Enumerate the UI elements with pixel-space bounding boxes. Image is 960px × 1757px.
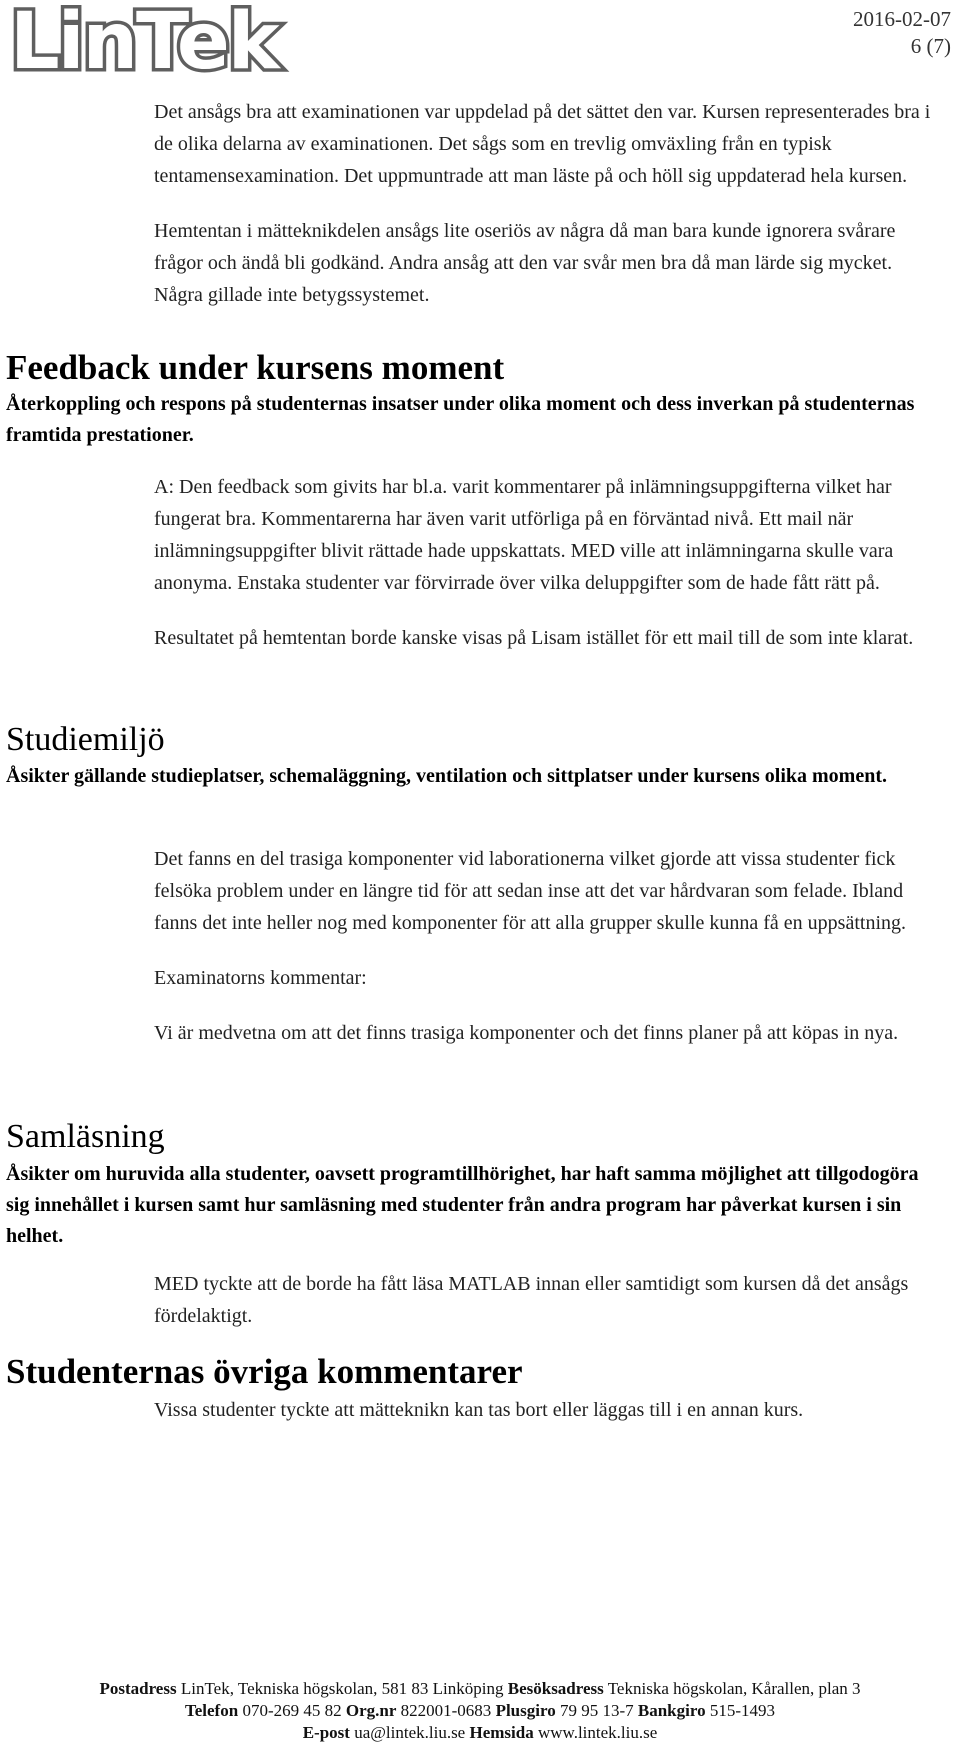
footer-line-1: [0, 1678, 960, 1700]
postadress-label: Postadress: [99, 1679, 177, 1698]
plusgiro-label: Plusgiro: [495, 1701, 556, 1720]
bankgiro-label: Bankgiro: [637, 1701, 706, 1720]
document-date: 2016-02-07: [853, 7, 951, 31]
feedback-paragraph-2: Resultatet på hemtentan borde kanske visas på Lisam istället för ett mail till de som inte klarat.: [154, 627, 914, 649]
feedback-lead: Återkoppling och respons på studenternas insatser under olika moment och dess inverkan på studenternas framtida prestationer.: [6, 393, 915, 446]
exam-comments: [154, 96, 944, 311]
studiemiljo-heading: Studiemiljö: [6, 721, 165, 758]
samlasning-heading: Samläsning: [6, 1118, 165, 1155]
studiemiljo-paragraph-1: Det fanns en del trasiga komponenter vid laborationerna vilket gjorde att vissa studenter fick felsöka problem under en längre tid för att sedan inse att det var hårdvaran som felade. Ibland fanns det inte heller nog med komponenter för att alla grupper skulle kunna få en uppsättning.: [154, 848, 907, 934]
orgnr-value: 822001-0683: [400, 1701, 492, 1720]
email-link[interactable]: ua@lintek.liu.se: [354, 1723, 466, 1742]
ovriga-comments: [154, 1394, 944, 1426]
studiemiljo-lead: Åsikter gällande studieplatser, schemaläggning, ventilation och sittplatser under kursens olika moment.: [6, 765, 887, 787]
lintek-logo: LinTek: [10, 0, 278, 87]
besoksadress-label: Besöksadress: [507, 1679, 604, 1698]
orgnr-label: Org.nr: [345, 1701, 397, 1720]
samlasning-lead: Åsikter om huruvida alla studenter, oavsett programtillhörighet, har haft samma möjlighet att tillgodogöra sig innehållet i kursen samt hur samläsning med studenter från andra program har påverkat kursen i sin helhet.: [6, 1163, 919, 1247]
samlasning-comments: [154, 1268, 944, 1332]
besoksadress-value: Tekniska högskolan, Kårallen, plan 3: [607, 1679, 861, 1698]
hemsida-label: Hemsida: [469, 1723, 534, 1742]
studiemiljo-comments: [154, 843, 944, 1049]
bankgiro-value: 515-1493: [709, 1701, 776, 1720]
footer-line-2: [0, 1700, 960, 1722]
telefon-label: Telefon: [184, 1701, 239, 1720]
samlasning-paragraph-1: MED tyckte att de borde ha fått läsa MATLAB innan eller samtidigt som kursen då det ansågs fördelaktigt.: [154, 1273, 909, 1327]
epost-label: E-post: [302, 1723, 350, 1742]
exam-paragraph-2: Hemtentan i mätteknikdelen ansågs lite oseriös av några då man bara kunde ignorera svårare frågor och ändå bli godkänd. Andra ansåg att den var svår men bra då man lärde sig mycket. Några gillade inte betygssystemet.: [154, 220, 896, 306]
plusgiro-value: 79 95 13-7: [559, 1701, 634, 1720]
examiner-comment-label: Examinatorns kommentar:: [154, 967, 367, 989]
website-link[interactable]: www.lintek.liu.se: [537, 1723, 658, 1742]
ovriga-heading: Studenternas övriga kommentarer: [6, 1352, 523, 1391]
exam-paragraph-1: Det ansågs bra att examinationen var uppdelad på det sättet den var. Kursen representerades bra i de olika delarna av examinationen. Det sågs som en trevlig omväxling från en typisk tentamensexamination. Det uppmuntrade att man läste på och höll sig uppdaterad hela kursen.: [154, 101, 931, 187]
feedback-comments: [154, 471, 944, 654]
footer-line-3: [0, 1722, 960, 1744]
ovriga-paragraph-1: Vissa studenter tyckte att mätteknikn kan tas bort eller läggas till i en annan kurs.: [154, 1399, 804, 1421]
telefon-value: 070-269 45 82: [242, 1701, 342, 1720]
page-number: 6 (7): [910, 34, 951, 58]
page-meta: [853, 6, 951, 60]
postadress-value: LinTek, Tekniska högskolan, 581 83 Linköping: [180, 1679, 504, 1698]
footer: [0, 1678, 960, 1744]
feedback-heading: Feedback under kursens moment: [6, 348, 505, 387]
examiner-comment: Vi är medvetna om att det finns trasiga komponenter och det finns planer på att köpas in nya.: [154, 1022, 899, 1044]
feedback-paragraph-1: A: Den feedback som givits har bl.a. varit kommentarer på inlämningsuppgifterna vilket har fungerat bra. Kommentarerna har även varit utförliga på en förväntad nivå. Ett mail när inlämningsuppgifter blivit rättade hade uppskattats. MED ville att inlämningarna skulle vara anonyma. Enstaka studenter var förvirrade över vilka deluppgifter som de hade fått rätt på.: [154, 476, 894, 594]
